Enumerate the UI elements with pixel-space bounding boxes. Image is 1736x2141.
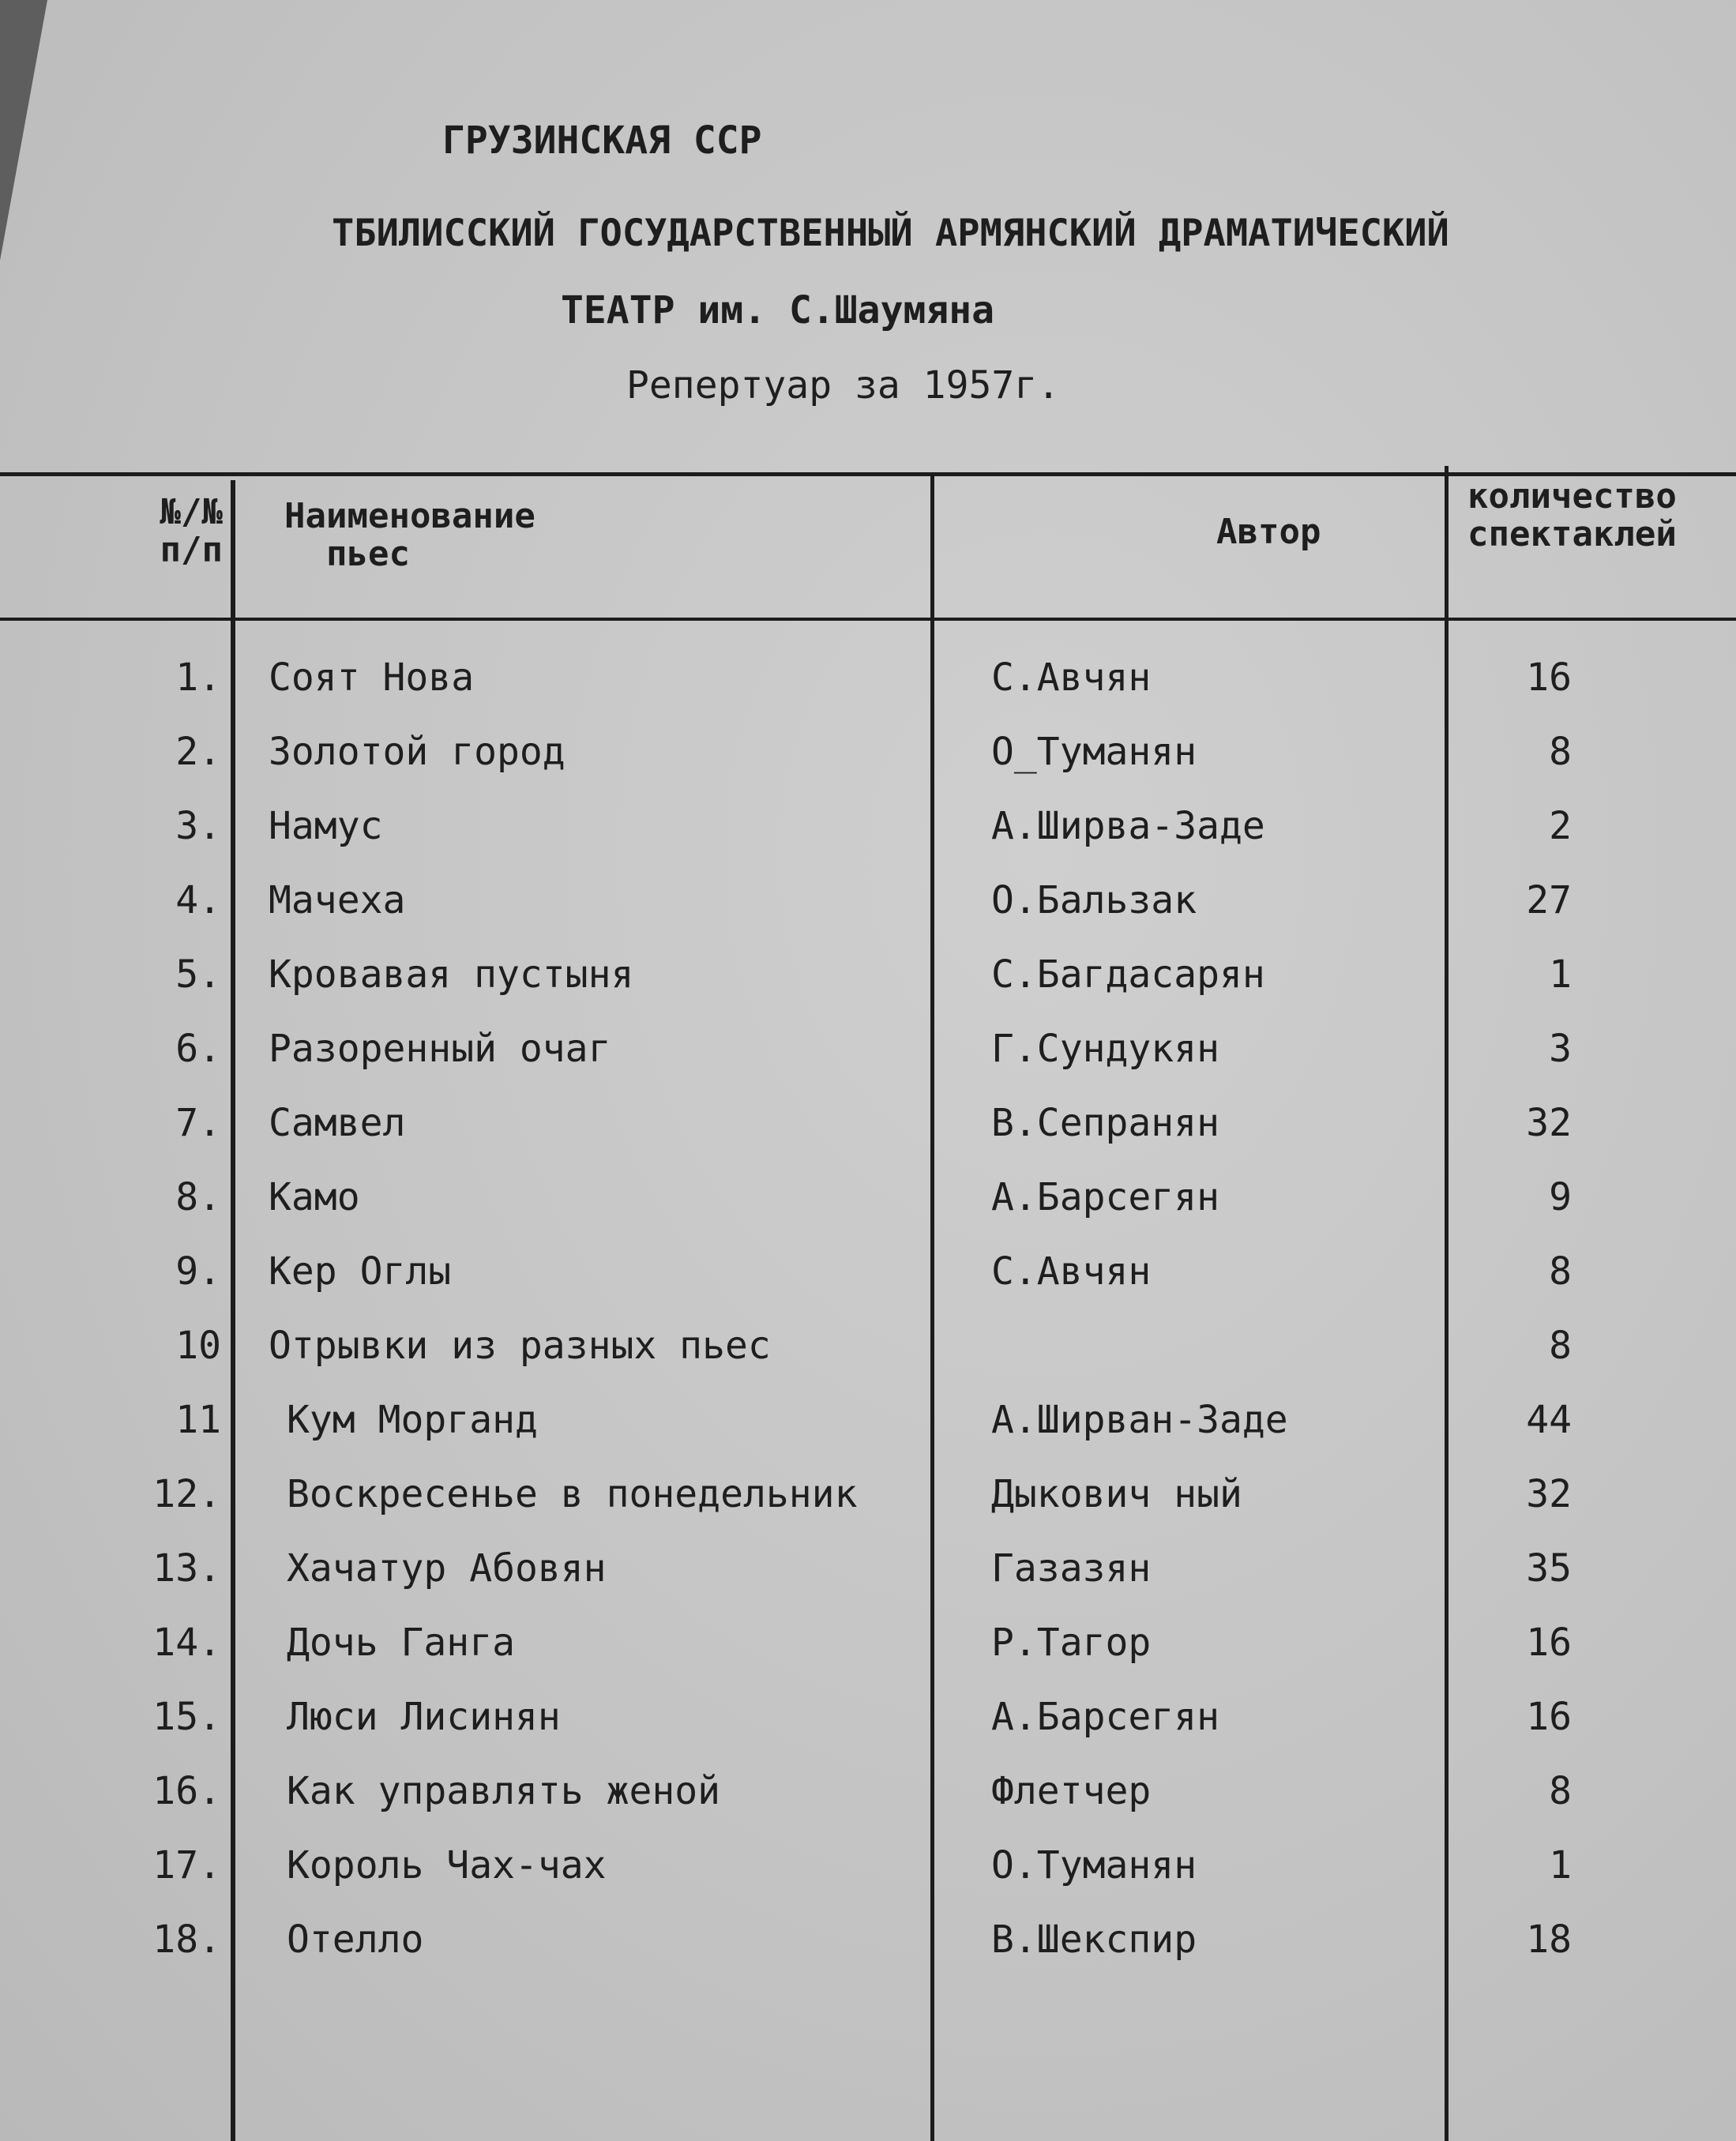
row-author: Г.Сундукян: [991, 1027, 1219, 1071]
column-header-number: №/№ п/п: [160, 492, 223, 570]
row-performance-count: 18: [1526, 1918, 1572, 1962]
table-row: [0, 1695, 1736, 1769]
row-performance-count: 16: [1526, 1621, 1572, 1665]
row-performance-count: 9: [1549, 1175, 1572, 1219]
row-author: Дыкович ный: [991, 1472, 1242, 1516]
row-performance-count: 1: [1549, 1843, 1572, 1887]
row-play-title: Кровавая пустыня: [269, 952, 634, 997]
row-number: 13.: [152, 1546, 221, 1591]
row-performance-count: 3: [1549, 1027, 1572, 1071]
row-number: 14.: [152, 1621, 221, 1665]
table-row: [0, 1324, 1736, 1398]
table-row: [0, 1027, 1736, 1101]
table-row: [0, 878, 1736, 952]
row-author: С.Авчян: [991, 655, 1152, 700]
row-number: 17.: [152, 1843, 221, 1887]
row-play-title: Как управлять женой: [287, 1769, 721, 1813]
row-number: 2.: [175, 730, 221, 774]
table-row: [0, 1769, 1736, 1843]
row-author: О.Бальзак: [991, 878, 1197, 922]
row-author: Р.Тагор: [991, 1621, 1152, 1665]
row-play-title: Отелло: [287, 1918, 424, 1962]
row-author: С.Авчян: [991, 1249, 1152, 1294]
row-play-title: Камо: [269, 1175, 360, 1219]
table-row: [0, 1175, 1736, 1249]
column-header-count: количество спектаклей: [1467, 476, 1677, 554]
row-author: А.Барсегян: [991, 1695, 1219, 1739]
row-author: В.Шекспир: [991, 1918, 1197, 1962]
table-row: [0, 1621, 1736, 1695]
row-play-title: Разоренный очаг: [269, 1027, 611, 1071]
row-author: А.Ширван-Заде: [991, 1398, 1288, 1442]
table-row: [0, 1101, 1736, 1175]
row-number: 1.: [175, 655, 221, 700]
row-performance-count: 8: [1549, 1324, 1572, 1368]
table-header-rule: [0, 618, 1736, 621]
row-author: О.Туманян: [991, 1843, 1197, 1887]
row-play-title: Дочь Ганга: [287, 1621, 515, 1665]
row-play-title: Отрывки из разных пьес: [269, 1324, 771, 1368]
row-author: А.Барсегян: [991, 1175, 1219, 1219]
row-author: В.Сепранян: [991, 1101, 1219, 1145]
table-row: [0, 655, 1736, 730]
row-performance-count: 27: [1526, 878, 1572, 922]
row-performance-count: 32: [1526, 1101, 1572, 1145]
header-theatre-name: ТБИЛИССКИЙ ГОСУДАРСТВЕННЫЙ АРМЯНСКИЙ ДРАМАТИЧЕСКИЙ: [332, 212, 1449, 255]
row-number: 18.: [152, 1918, 221, 1962]
row-play-title: Король Чах-чах: [287, 1843, 607, 1887]
row-number: 11: [175, 1398, 221, 1442]
row-play-title: Намус: [269, 804, 383, 848]
row-author: С.Багдасарян: [991, 952, 1265, 997]
row-performance-count: 16: [1526, 1695, 1572, 1739]
row-number: 6.: [175, 1027, 221, 1071]
row-number: 10: [175, 1324, 221, 1368]
row-number: 4.: [175, 878, 221, 922]
row-performance-count: 2: [1549, 804, 1572, 848]
row-play-title: Люси Лисинян: [287, 1695, 561, 1739]
table-row: [0, 952, 1736, 1027]
row-play-title: Самвел: [269, 1101, 406, 1145]
row-performance-count: 8: [1549, 730, 1572, 774]
header-republic: ГРУЗИНСКАЯ ССР: [442, 118, 762, 163]
table-row: [0, 1472, 1736, 1546]
table-row: [0, 1398, 1736, 1472]
row-play-title: Воскресенье в понедельник: [287, 1472, 858, 1516]
row-play-title: Кум Морганд: [287, 1398, 538, 1442]
row-author: О_Туманян: [991, 730, 1197, 774]
row-performance-count: 16: [1526, 655, 1572, 700]
table-row: [0, 730, 1736, 804]
row-number: 3.: [175, 804, 221, 848]
row-performance-count: 35: [1526, 1546, 1572, 1591]
row-author: Газазян: [991, 1546, 1152, 1591]
row-number: 5.: [175, 952, 221, 997]
table-row: [0, 1843, 1736, 1918]
row-number: 12.: [152, 1472, 221, 1516]
row-number: 9.: [175, 1249, 221, 1294]
row-performance-count: 32: [1526, 1472, 1572, 1516]
header-theatre-named-after: ТЕАТР им. С.Шаумяна: [561, 288, 995, 332]
table-row: [0, 1546, 1736, 1621]
table-row: [0, 1249, 1736, 1324]
row-author: А.Ширва-Заде: [991, 804, 1265, 848]
row-performance-count: 8: [1549, 1249, 1572, 1294]
table-row: [0, 804, 1736, 878]
table-row: [0, 1918, 1736, 1992]
row-number: 7.: [175, 1101, 221, 1145]
row-play-title: Хачатур Абовян: [287, 1546, 607, 1591]
column-header-author: Автор: [1216, 512, 1321, 552]
row-play-title: Соят Нова: [269, 655, 475, 700]
row-number: 8.: [175, 1175, 221, 1219]
row-number: 15.: [152, 1695, 221, 1739]
row-performance-count: 44: [1526, 1398, 1572, 1442]
row-play-title: Кер Оглы: [269, 1249, 452, 1294]
row-author: Флетчер: [991, 1769, 1152, 1813]
page-corner-shadow: [0, 0, 47, 261]
row-performance-count: 1: [1549, 952, 1572, 997]
row-play-title: Мачеха: [269, 878, 406, 922]
header-repertoire-year: Репертуар за 1957г.: [626, 363, 1061, 408]
row-performance-count: 8: [1549, 1769, 1572, 1813]
row-number: 16.: [152, 1769, 221, 1813]
row-play-title: Золотой город: [269, 730, 566, 774]
column-header-title: Наименование пьес: [284, 496, 535, 574]
